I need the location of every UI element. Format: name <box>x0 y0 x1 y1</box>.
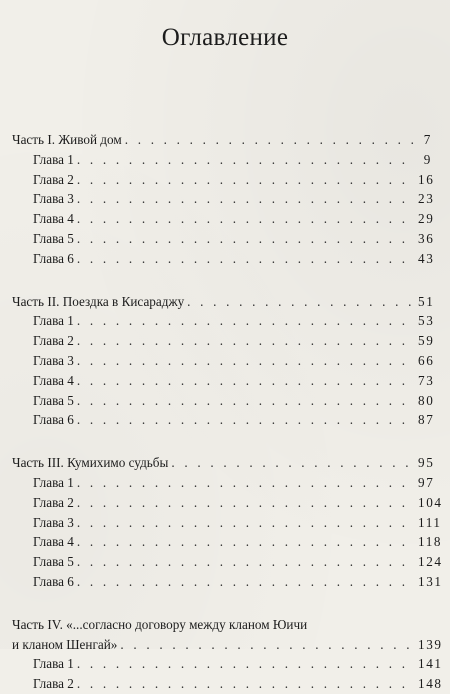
dot-leader <box>77 493 415 513</box>
page-number: 7 <box>423 132 432 147</box>
toc-chapter-entry <box>12 331 435 351</box>
toc-part-3 <box>12 453 443 592</box>
dot-leader <box>120 635 415 655</box>
toc-chapter-entry <box>12 170 435 190</box>
chapter-label: Глава 4 <box>33 372 74 388</box>
part-title-line1: Часть IV. «...согласно договору между кланом Юичи <box>12 616 308 632</box>
toc-part-entry <box>12 453 435 473</box>
toc-part-1 <box>12 130 435 269</box>
toc-chapter-entry <box>12 391 435 411</box>
dot-leader <box>77 170 415 190</box>
toc-chapter-entry <box>12 410 435 430</box>
dot-leader <box>77 674 415 694</box>
page-number: 16 <box>418 171 435 187</box>
toc-chapter-entry <box>12 493 443 513</box>
chapter-label: Глава 5 <box>33 230 74 246</box>
toc-chapter-entry <box>12 674 443 694</box>
dot-leader <box>77 371 415 391</box>
page-number: 111 <box>418 514 442 530</box>
chapter-label: Глава 5 <box>33 392 74 408</box>
chapter-label: Глава 1 <box>33 313 74 329</box>
chapter-label: Глава 1 <box>33 656 74 672</box>
toc-chapter-entry <box>12 150 432 170</box>
toc-part-entry <box>12 130 432 150</box>
toc-chapter-entry <box>12 532 443 552</box>
chapter-label: Глава 1 <box>33 151 74 167</box>
toc-chapter-entry <box>12 473 435 493</box>
page-number: 43 <box>418 250 435 266</box>
page-number: 118 <box>418 534 443 550</box>
dot-leader <box>77 391 415 411</box>
toc-chapter-entry <box>12 654 443 674</box>
page-number: 95 <box>418 455 435 471</box>
page-number: 97 <box>418 474 435 490</box>
page-number: 73 <box>418 372 435 388</box>
part-title-line2: и кланом Шенгай» <box>12 636 118 652</box>
page-number: 124 <box>418 554 443 570</box>
toc-chapter-entry <box>12 229 435 249</box>
chapter-label: Глава 5 <box>33 554 74 570</box>
chapter-label: Глава 3 <box>33 352 74 368</box>
dot-leader <box>125 130 415 150</box>
page-number: 9 <box>423 151 432 167</box>
chapter-label: Глава 6 <box>33 250 74 266</box>
page-number: 59 <box>418 333 435 349</box>
toc-chapter-entry <box>12 572 443 592</box>
dot-leader <box>77 150 415 170</box>
page-number: 66 <box>418 352 435 368</box>
toc-part-4 <box>12 615 443 694</box>
dot-leader <box>171 453 415 473</box>
toc-chapter-entry <box>12 552 443 572</box>
page-number: 36 <box>418 230 435 246</box>
section-spacer <box>12 592 432 615</box>
toc-chapter-entry <box>12 371 435 391</box>
page-number: 51 <box>418 293 435 309</box>
chapter-label: Глава 3 <box>33 514 74 530</box>
dot-leader <box>77 552 415 572</box>
toc-chapter-entry <box>12 351 435 371</box>
table-of-contents <box>12 130 443 694</box>
toc-part-entry <box>12 292 435 312</box>
toc-chapter-entry <box>12 189 435 209</box>
dot-leader <box>77 351 415 371</box>
dot-leader <box>187 292 415 312</box>
page-title: Оглавление <box>161 23 289 51</box>
chapter-label: Глава 2 <box>33 171 74 187</box>
chapter-label: Глава 6 <box>33 573 74 589</box>
toc-chapter-entry <box>12 513 442 533</box>
chapter-label: Глава 3 <box>33 191 74 207</box>
page-number: 23 <box>418 191 435 207</box>
page-number: 104 <box>418 494 443 510</box>
part-title: Часть II. Поездка в Кисараджу <box>12 293 185 309</box>
chapter-label: Глава 1 <box>33 474 74 490</box>
toc-chapter-entry <box>12 249 435 269</box>
page-number: 139 <box>418 636 443 652</box>
chapter-label: Глава 2 <box>33 494 74 510</box>
dot-leader <box>77 189 415 209</box>
dot-leader <box>77 410 415 430</box>
toc-part-2 <box>12 292 435 431</box>
toc-part-entry <box>12 635 443 655</box>
dot-leader <box>77 654 415 674</box>
page-number: 29 <box>418 211 435 227</box>
section-spacer <box>12 269 432 292</box>
toc-chapter-entry <box>12 311 435 331</box>
chapter-label: Глава 4 <box>33 534 74 550</box>
part-title: Часть I. Живой дом <box>12 132 122 147</box>
dot-leader <box>77 311 415 331</box>
chapter-label: Глава 4 <box>33 211 74 227</box>
toc-chapter-entry <box>12 209 435 229</box>
chapter-label: Глава 6 <box>33 412 74 428</box>
page-number: 53 <box>418 313 435 329</box>
dot-leader <box>77 249 415 269</box>
page-number: 148 <box>418 676 443 692</box>
part-title: Часть III. Кумихимо судьбы <box>12 455 169 471</box>
dot-leader <box>77 209 415 229</box>
toc-part-entry-line1 <box>12 615 432 635</box>
chapter-label: Глава 2 <box>33 676 74 692</box>
page-number: 131 <box>418 573 443 589</box>
section-spacer <box>12 430 432 453</box>
page-number: 141 <box>418 656 443 672</box>
page-number: 87 <box>418 412 435 428</box>
chapter-label: Глава 2 <box>33 333 74 349</box>
dot-leader <box>77 331 415 351</box>
dot-leader <box>77 532 415 552</box>
dot-leader <box>77 473 415 493</box>
page-number: 80 <box>418 392 435 408</box>
dot-leader <box>77 513 415 533</box>
dot-leader <box>77 229 415 249</box>
dot-leader <box>77 572 415 592</box>
